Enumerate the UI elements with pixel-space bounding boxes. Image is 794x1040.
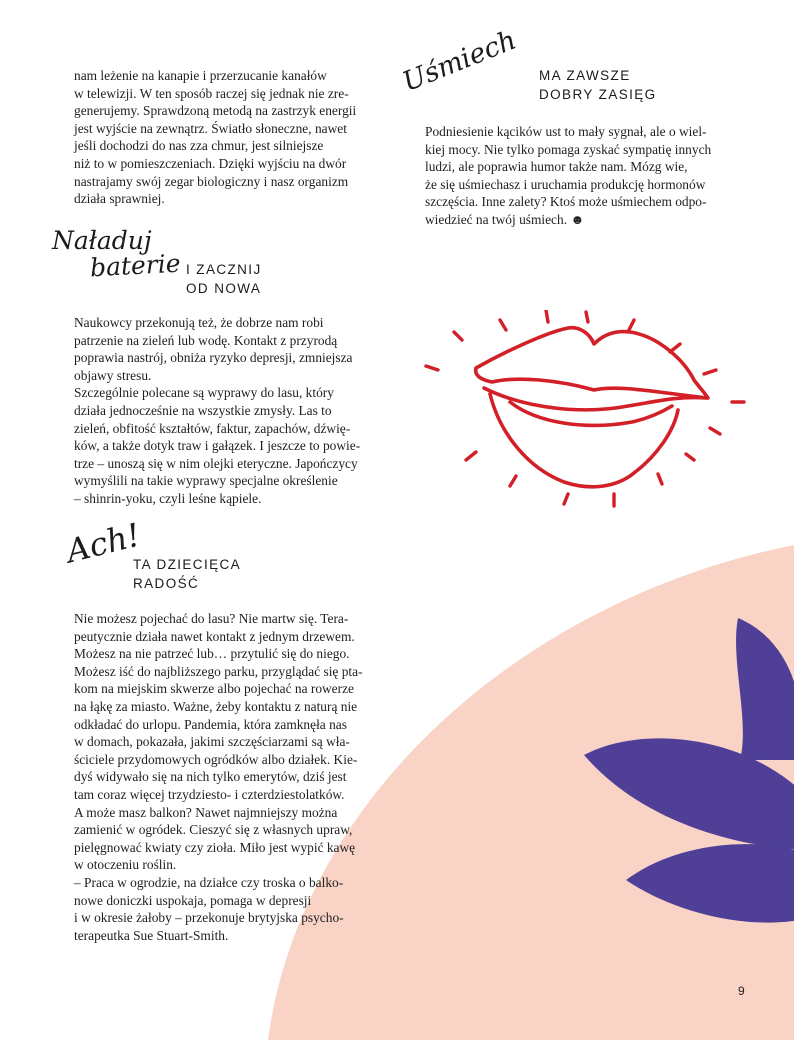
text-line: wiedzieć na twój uśmiech. ☻ <box>425 211 585 227</box>
heading-ma-zawsze <box>539 66 657 104</box>
text-line: nowe doniczki uspokaja, pomaga w depresji <box>74 892 312 908</box>
ach-paragraph <box>74 610 363 944</box>
page-number: 9 <box>738 984 745 998</box>
text-line: dyś widywało się na nich tylko emerytów, dziś jest <box>74 769 347 785</box>
text-line: zieleń, obfitość kształtów, faktur, zapachów, dźwię- <box>74 420 351 436</box>
text-line: peutycznie działa nawet kontakt z jednym drzewem. <box>74 628 355 644</box>
text-line: – Praca w ogrodzie, na działce czy troska o balko- <box>74 874 344 890</box>
text-line: ściciele przydomowych ogródków albo działek. Kie- <box>74 751 358 767</box>
upper-lip-outline <box>476 328 708 398</box>
text-line: – shinrin-yoku, czyli leśne kąpiele. <box>74 490 262 506</box>
text-line: terapeutka Sue Stuart-Smith. <box>74 927 229 943</box>
heading-line-2: OD NOWA <box>186 281 262 296</box>
text-line: kom na miejskim skwerze albo pojechać na rowerze <box>74 681 354 697</box>
text-line: A może masz balkon? Nawet najmniejszy można <box>74 804 338 820</box>
text-line: Możesz iść do najbliższego parku, przyglądać się pta- <box>74 663 363 679</box>
text-line: Szczególnie polecane są wyprawy do lasu, który <box>74 385 334 401</box>
text-line: trze – unoszą się w nim olejki eteryczne. Japończycy <box>74 455 358 471</box>
text-line: objawy stresu. <box>74 367 152 383</box>
text-line: poprawia nastrój, obniża ryzyko depresji, zmniejsza <box>74 350 353 366</box>
script-ach-text: Ach! <box>62 515 144 571</box>
text-line: nastrajamy swój zegar biologiczny i nasz organizm <box>74 173 349 189</box>
text-line: szczęścia. Inne zalety? Ktoś może uśmiechem odpo- <box>425 194 707 210</box>
text-line: Nie możesz pojechać do lasu? Nie martw się. Tera- <box>74 611 349 626</box>
text-line: Możesz na nie patrzeć lub… przytulić się do niego. <box>74 646 350 662</box>
text-line: kiej mocy. Nie tylko pomaga zyskać sympatię innych <box>425 141 712 157</box>
text-line: w telewizji. W ten sposób raczej się jednak nie zre- <box>74 85 349 101</box>
text-line: wymyślili na takie wyprawy specjalne określenie <box>74 473 338 489</box>
heading-line-1: MA ZAWSZE <box>539 68 631 83</box>
text-line: i w okresie żałoby – przekonuje brytyjska psycho- <box>74 910 344 926</box>
heading-line-1: TA DZIECIĘCA <box>133 557 242 572</box>
text-line: zamienić w ogródek. Cieszyć się z własnych upraw, <box>74 822 353 838</box>
text-line: ków, a także dotyk traw i gałązek. I jeszcze to powie- <box>74 438 361 454</box>
naladuj-paragraph <box>74 314 360 508</box>
heading-line-2: DOBRY ZASIĘG <box>539 87 657 102</box>
usmiech-paragraph <box>425 123 711 229</box>
heading-ta-dziecieca <box>133 555 241 593</box>
text-line: Naukowcy przekonują też, że dobrze nam robi <box>74 315 324 330</box>
text-line: działa jednocześnie na wszystkie zmysły. Las to <box>74 402 332 418</box>
text-line: w domach, pokazała, jakimi szczęściarzami są wła- <box>74 734 350 750</box>
text-line: ludzi, ale poprawia humor także nam. Mózg wie, <box>425 159 688 175</box>
heading-line-2: RADOŚĆ <box>133 576 200 591</box>
intro-paragraph <box>74 67 356 208</box>
text-line: odkładać do urlopu. Pandemia, która zamknęła nas <box>74 716 347 732</box>
smiling-lips-illustration <box>418 310 758 520</box>
text-line: działa sprawniej. <box>74 191 165 207</box>
script-line-1: Naładuj <box>52 226 152 255</box>
text-line: że się uśmiechasz i uruchamia produkcję hormonów <box>425 176 706 192</box>
sun-rays <box>426 310 744 506</box>
text-line: na łąkę za miasto. Ważne, żeby kontaktu z naturą nie <box>74 698 358 714</box>
script-usmiech-text: Uśmiech <box>398 24 521 98</box>
text-line: jest wyjście na zewnątrz. Światło słoneczne, nawet <box>74 120 347 136</box>
heading-i-zacznij <box>186 260 262 298</box>
text-line: nam leżenie na kanapie i przerzucanie kanałów <box>74 68 327 83</box>
text-line: Podniesienie kącików ust to mały sygnał, ale o wiel- <box>425 124 707 139</box>
script-line-2: baterie <box>89 248 182 283</box>
text-line: generujemy. Sprawdzoną metodą na zastrzyk energii <box>74 103 357 119</box>
text-line: patrzenie na zieleń lub wodę. Kontakt z przyrodą <box>74 332 338 348</box>
heading-line-1: I ZACZNIJ <box>186 262 262 277</box>
text-line: pielęgnować kwiaty czy zioła. Miło jest wypić kawę <box>74 839 356 855</box>
text-line: tam coraz więcej trzydziesto- i czterdziestolatków. <box>74 786 345 802</box>
script-title-naladuj <box>52 226 182 283</box>
text-line: w otoczeniu roślin. <box>74 857 177 873</box>
text-line: niż to w pomieszczeniach. Dzięki wyjściu na dwór <box>74 155 347 171</box>
text-line: jeśli dochodzi do nas zza chmur, jest silniejsze <box>74 138 324 154</box>
